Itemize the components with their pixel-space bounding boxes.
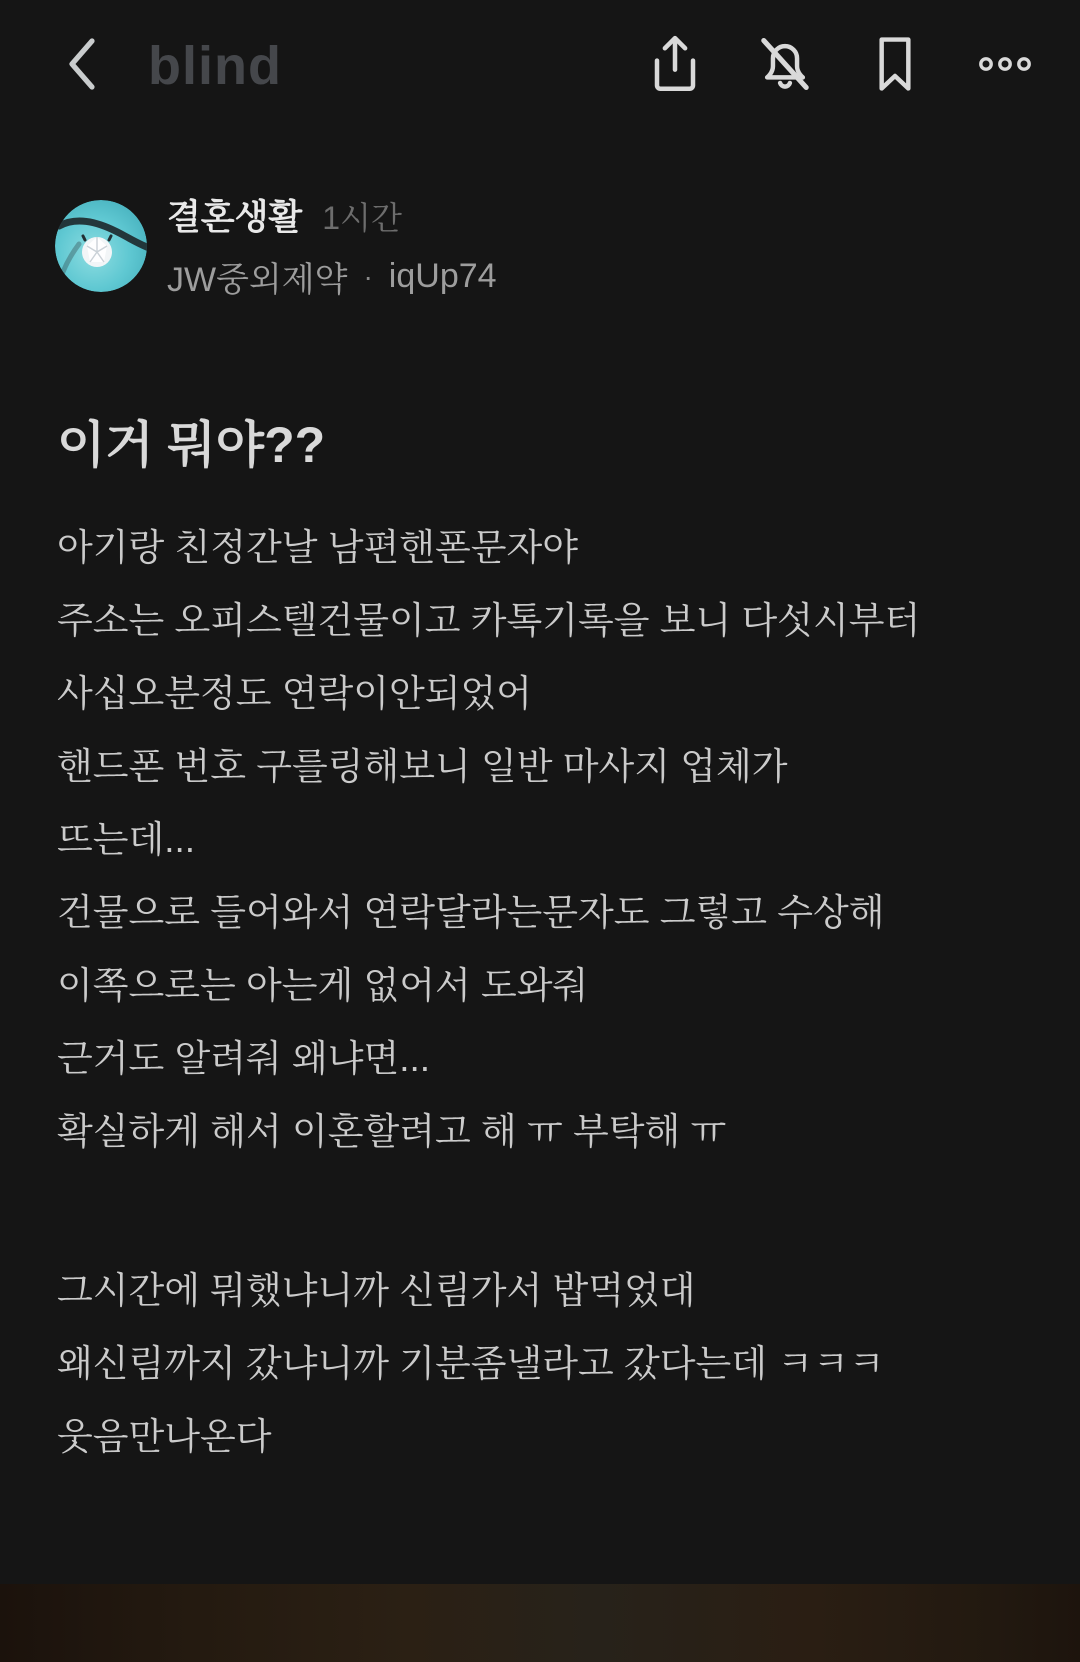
post-body-blank-line: [57, 1168, 1023, 1254]
post-body-line: 아기랑 친정간날 남편핸폰문자야: [57, 527, 578, 568]
bookmark-button[interactable]: [866, 34, 924, 98]
back-button[interactable]: [62, 36, 106, 96]
post-body-line: 근거도 알려줘 왜냐면...: [57, 1038, 431, 1079]
meta-separator: ·: [363, 260, 373, 292]
author-company: JW중외제약: [167, 261, 348, 299]
top-navigation-bar: [0, 0, 1080, 132]
attached-image[interactable]: [0, 1584, 1080, 1662]
post-body-line: 확실하게 해서 이혼할려고 해 ㅠ 부탁해 ㅠ: [57, 1111, 727, 1152]
post-body-line: 웃음만나온다: [57, 1416, 272, 1457]
post-body-line: 핸드폰 번호 구를링해보니 일반 마사지 업체가: [57, 746, 788, 787]
author-id: iqUp74: [388, 257, 497, 295]
post-header-row2: [167, 252, 497, 301]
blind-logo: blind: [148, 36, 282, 96]
share-button[interactable]: [646, 34, 704, 98]
share-upload-icon: [648, 33, 702, 100]
post-body-line: 왜신림까지 갔냐니까 기분좀낼라고 갔다는데 ㅋㅋㅋ: [57, 1343, 885, 1384]
diamond-ring-avatar-icon: [55, 279, 147, 292]
post-header-row1: [167, 190, 497, 240]
post-header: [55, 190, 1080, 301]
post-title: 이거 뭐야??: [57, 417, 326, 473]
notifications-off-button[interactable]: [756, 34, 814, 98]
post-body-line: 그시간에 뭐했냐니까 신림가서 밥먹었대: [57, 1270, 696, 1311]
post-header-text: [167, 190, 497, 301]
post-body-line: 건물으로 들어와서 연락달라는문자도 그렇고 수상해: [57, 892, 885, 933]
channel-avatar[interactable]: [55, 200, 147, 292]
more-options-button[interactable]: [976, 34, 1034, 98]
post-body-line: 주소는 오피스텔건물이고 카톡기록을 보니 다섯시부터: [57, 600, 921, 641]
topbar-actions: [646, 34, 1034, 98]
channel-name[interactable]: 결혼생활: [167, 198, 303, 237]
bell-off-icon: [756, 32, 814, 101]
post-time: 1시간: [322, 200, 402, 236]
post-body-line: 뜨는데...: [57, 819, 196, 860]
chevron-left-icon: [62, 35, 102, 98]
post-body-line: 이쪽으로는 아는게 없어서 도와줘: [57, 965, 589, 1006]
post-body-line: 사십오분정도 연락이안되었어: [57, 673, 532, 714]
more-dots-icon: [977, 54, 1033, 79]
bookmark-outline-icon: [875, 34, 915, 99]
post-body: [57, 511, 1023, 1473]
